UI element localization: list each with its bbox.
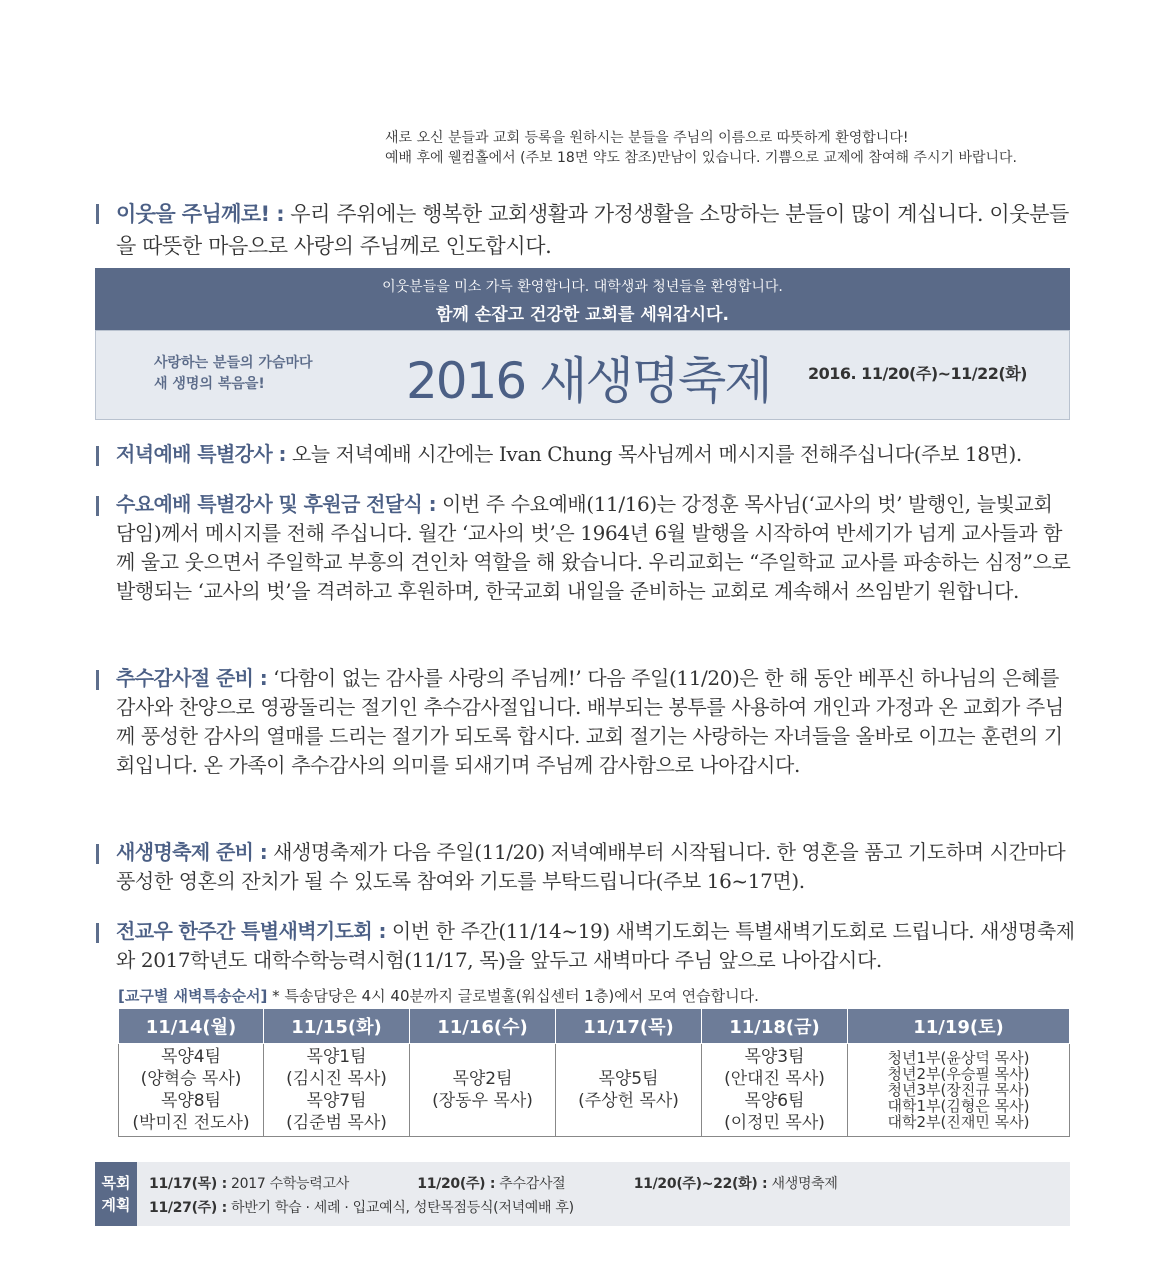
- table-row: [119, 1044, 1070, 1137]
- plan-tag-line: 계획: [101, 1196, 131, 1214]
- team-name: 목양2팀: [452, 1069, 513, 1089]
- team-leader: (양혁승 목사): [140, 1069, 242, 1089]
- team-name: 목양3팀: [744, 1047, 805, 1067]
- column-header: 11/14(월): [119, 1009, 264, 1044]
- plan-event: 새생명축제: [767, 1176, 838, 1192]
- banner-slogan: [154, 353, 313, 395]
- column-header: 11/18(금): [702, 1009, 848, 1044]
- section-text: 오늘 저녁예배 시간에는 Ivan Chung 목사님께서 메시지를 전해주십니다(주보 18면).: [285, 442, 1022, 466]
- schedule-heading: [교구별 새벽특송순서]: [118, 987, 268, 1005]
- plan-event: 2017 수학능력고사: [226, 1176, 349, 1192]
- column-header: 11/17(목): [556, 1009, 702, 1044]
- announcement-wednesday: [96, 490, 1076, 606]
- team-name: 목양7팀: [306, 1091, 367, 1111]
- table-cell: [264, 1044, 410, 1137]
- team-leader: (김준범 목사): [286, 1113, 387, 1133]
- schedule-caption: [118, 985, 759, 1006]
- team-entry: 청년1부(윤상덕 목사): [887, 1049, 1030, 1067]
- plan-date: 11/20(주) :: [417, 1176, 496, 1192]
- section-heading: 저녁예배 특별강사 :: [116, 442, 286, 466]
- section-heading: 수요예배 특별강사 및 후원금 전달식 :: [116, 492, 437, 516]
- section-heading: 새생명축제 준비 :: [116, 840, 268, 864]
- team-name: 목양8팀: [160, 1091, 222, 1111]
- team-name: 목양5팀: [598, 1069, 659, 1089]
- team-entry: 청년3부(장진규 목사): [887, 1081, 1030, 1099]
- dawn-song-schedule-table: [118, 1008, 1070, 1137]
- announcement-evening: [96, 440, 1076, 469]
- announcement-thanksgiving: [96, 664, 1076, 780]
- team-leader: (김시진 목사): [286, 1069, 387, 1089]
- section-bar: [96, 844, 99, 864]
- table-cell: [848, 1044, 1070, 1137]
- section-text: 새생명축제가 다음 주일(11/20) 저녁예배부터 시작됩니다. 한 영혼을 품고 기도하며 시간마다 풍성한 영혼의 잔치가 될 수 있도록 참여와 기도를 부탁드립니다(주보 16~17면).: [116, 840, 1066, 893]
- section-bar: [96, 204, 99, 224]
- plan-row-2: [149, 1197, 574, 1217]
- plan-date: 11/17(목) :: [149, 1176, 227, 1192]
- column-header: 11/16(수): [410, 1009, 556, 1044]
- plan-row-1: [149, 1173, 838, 1193]
- team-leader: (박미진 전도사): [132, 1113, 250, 1133]
- neighbor-section: [96, 198, 1076, 262]
- banner-line-1: 이웃분들을 미소 가득 환영합니다. 대학생과 청년들을 환영합니다.: [382, 279, 783, 295]
- section-text: 이번 한 주간(11/14~19) 새벽기도회는 특별새벽기도회로 드립니다. 새생명축제와 2017학년도 대학수학능력시험(11/17, 목)을 앞두고 새벽마다 주님 앞으로 나아갑시다.: [116, 919, 1075, 972]
- team-entry: 대학1부(김형은 목사): [887, 1097, 1030, 1115]
- plan-tag-line: 목회: [101, 1174, 131, 1192]
- welcome-line-2: 예배 후에 웰컴홀에서 (주보 18면 약도 참조)만남이 있습니다. 기쁨으로 교제에 참여해 주시기 바랍니다.: [385, 150, 1017, 166]
- welcome-line-1: 새로 오신 분들과 교회 등록을 원하시는 분들을 주님의 이름으로 따뜻하게 환영합니다!: [385, 130, 909, 146]
- banner-line-2: 함께 손잡고 건강한 교회를 세워갑시다.: [436, 305, 729, 325]
- slogan-line-1: 사랑하는 분들의 가슴마다: [154, 355, 313, 371]
- section-heading: 이웃을 주님께로! :: [116, 202, 284, 226]
- ministry-plan: [95, 1162, 1070, 1226]
- column-header: 11/15(화): [264, 1009, 410, 1044]
- team-leader: (주상헌 목사): [578, 1091, 679, 1111]
- column-header: 11/19(토): [848, 1009, 1070, 1044]
- section-bar: [96, 496, 99, 516]
- section-text: 우리 주위에는 행복한 교회생활과 가정생활을 소망하는 분들이 많이 계십니다. 이웃분들을 따뜻한 마음으로 사랑의 주님께로 인도합시다.: [116, 202, 1069, 258]
- section-text: 이번 주 수요예배(11/16)는 강정훈 목사님(‘교사의 벗’ 발행인, 늘빛교회 담임)께서 메시지를 전해 주십니다. 월간 ‘교사의 벗’은 1964년 6월 발행을 시작하여 반세기가 넘게 교사들과 함께 울고 웃으면서 주일학교 부흥의 견인차 역할을 해 왔습니다. 우리교회는 “주일학교 교사를 파송하는 심정”으로 발행되는 ‘교사의 벗’을 격려하고 후원하며, 한국교회 내일을 준비하는 교회로 계속해서 쓰임받기 원합니다.: [116, 492, 1071, 603]
- section-heading: 추수감사절 준비 :: [116, 666, 268, 690]
- team-leader: (장동우 목사): [432, 1091, 533, 1111]
- table-cell: [702, 1044, 848, 1137]
- plan-tag: [95, 1162, 137, 1226]
- section-bar: [96, 670, 99, 690]
- festival-title: 2016 새생명축제: [406, 352, 771, 410]
- team-name: 목양1팀: [306, 1047, 367, 1067]
- festival-banner-header: [95, 268, 1070, 330]
- plan-date: 11/20(주)~22(화) :: [633, 1176, 768, 1192]
- plan-event: 하반기 학습 · 세례 · 입교예식, 성탄목점등식(저녁예배 후): [226, 1200, 574, 1216]
- team-leader: (안대진 목사): [724, 1069, 825, 1089]
- table-cell: [410, 1044, 556, 1137]
- plan-event: 추수감사절: [495, 1176, 566, 1192]
- schedule-note: * 특송담당은 4시 40분까지 글로벌홀(워십센터 1층)에서 모여 연습합니다.: [267, 987, 759, 1005]
- section-bar: [96, 923, 99, 943]
- table-cell: [119, 1044, 264, 1137]
- plan-date: 11/27(주) :: [149, 1200, 227, 1216]
- team-name: 목양4팀: [160, 1047, 222, 1067]
- welcome-notice: [385, 128, 1085, 168]
- table-header-row: [119, 1009, 1070, 1044]
- section-text: ‘다함이 없는 감사를 사랑의 주님께!’ 다음 주일(11/20)은 한 해 동안 베푸신 하나님의 은혜를 감사와 찬양으로 영광돌리는 절기인 추수감사절입니다. 배부되는 봉투를 사용하여 개인과 가정과 온 교회가 주님께 풍성한 감사의 열매를 드리는 절기가 되도록 합시다. 교회 절기는 사랑하는 자녀들을 올바로 이끄는 훈련의 기회입니다. 온 가족이 추수감사의 의미를 되새기며 주님께 감사함으로 나아갑시다.: [116, 666, 1064, 777]
- slogan-line-2: 새 생명의 복음을!: [154, 376, 265, 392]
- team-name: 목양6팀: [744, 1091, 805, 1111]
- section-bar: [96, 446, 99, 466]
- festival-banner: [95, 330, 1070, 420]
- team-leader: (이정민 목사): [724, 1113, 825, 1133]
- announcement-dawn-prayer: [96, 917, 1076, 975]
- team-entry: 청년2부(우승필 목사): [887, 1065, 1030, 1083]
- announcement-festival-prep: [96, 838, 1076, 896]
- festival-date: 2016. 11/20(주)~11/22(화): [808, 364, 1027, 383]
- team-entry: 대학2부(진재민 목사): [887, 1113, 1030, 1131]
- section-heading: 전교우 한주간 특별새벽기도회 :: [116, 919, 386, 943]
- table-cell: [556, 1044, 702, 1137]
